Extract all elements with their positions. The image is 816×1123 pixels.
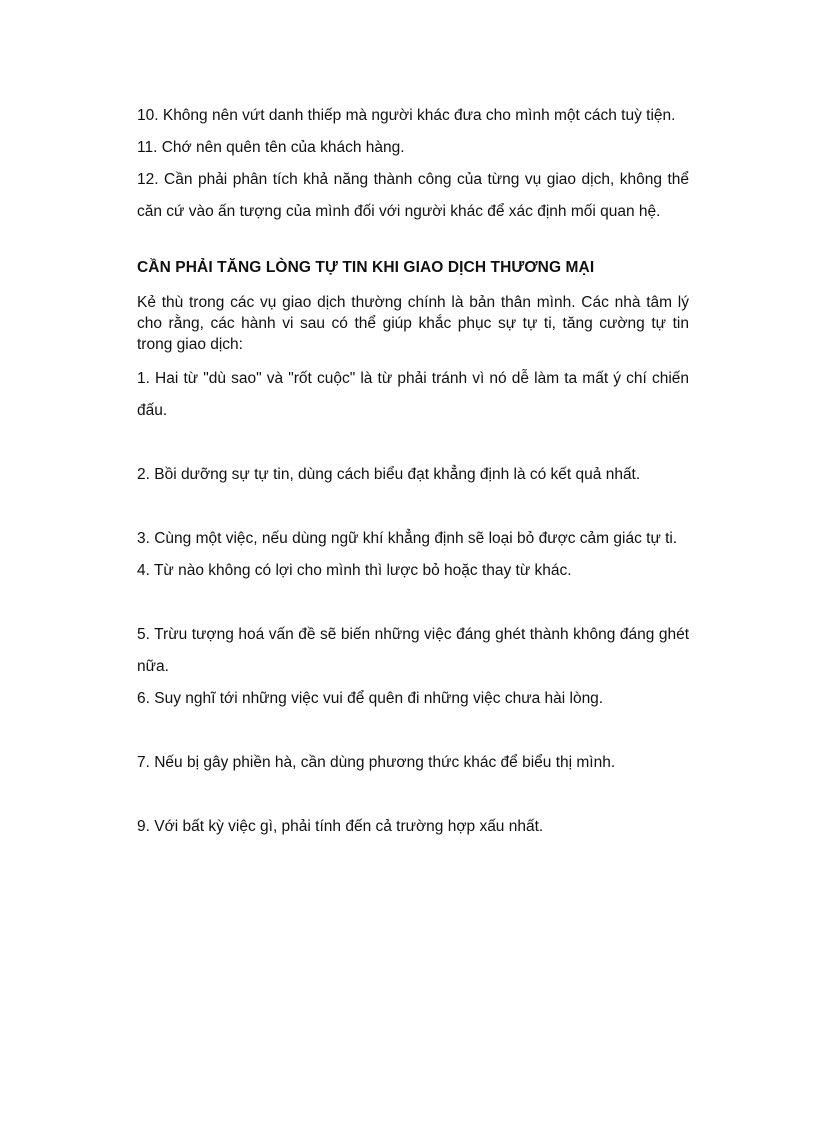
list-item-1: 1. Hai từ "dù sao" và "rốt cuộc" là từ phải tránh vì nó dễ làm ta mất ý chí chiến đấu. — [137, 370, 689, 419]
list-item-11: 11. Chớ nên quên tên của khách hàng. — [137, 139, 405, 156]
section-heading: CẦN PHẢI TĂNG LÒNG TỰ TIN KHI GIAO DỊCH THƯƠNG MẠI — [137, 259, 595, 276]
list-item-2: 2. Bồi dưỡng sự tự tin, dùng cách biểu đạt khẳng định là có kết quả nhất. — [137, 466, 641, 483]
intro-paragraph: Kẻ thù trong các vụ giao dịch thường chính là bản thân mình. Các nhà tâm lý cho rằng, các hành vi sau có thể giúp khắc phục sự tự ti, tăng cường tự tin trong giao dịch: — [137, 294, 689, 353]
list-item-4: 4. Từ nào không có lợi cho mình thì lược bỏ hoặc thay từ khác. — [137, 562, 572, 579]
list-item-12: 12. Cần phải phân tích khả năng thành công của từng vụ giao dịch, không thể căn cứ vào ấn tượng của mình đối với người khác để xác định mối quan hệ. — [137, 171, 689, 220]
list-item-5: 5. Trừu tượng hoá vấn đề sẽ biến những việc đáng ghét thành không đáng ghét nữa. — [137, 626, 689, 675]
list-item-3: 3. Cùng một việc, nếu dùng ngữ khí khẳng định sẽ loại bỏ được cảm giác tự ti. — [137, 530, 678, 547]
list-item-7: 7. Nếu bị gây phiền hà, cần dùng phương thức khác để biểu thị mình. — [137, 754, 616, 771]
list-item-10: 10. Không nên vứt danh thiếp mà người khác đưa cho mình một cách tuỳ tiện. — [137, 107, 676, 124]
document-page — [137, 100, 689, 843]
list-item-9: 9. Với bất kỳ việc gì, phải tính đến cả trường hợp xấu nhất. — [137, 818, 544, 835]
list-item-6: 6. Suy nghĩ tới những việc vui để quên đi những việc chưa hài lòng. — [137, 690, 604, 707]
